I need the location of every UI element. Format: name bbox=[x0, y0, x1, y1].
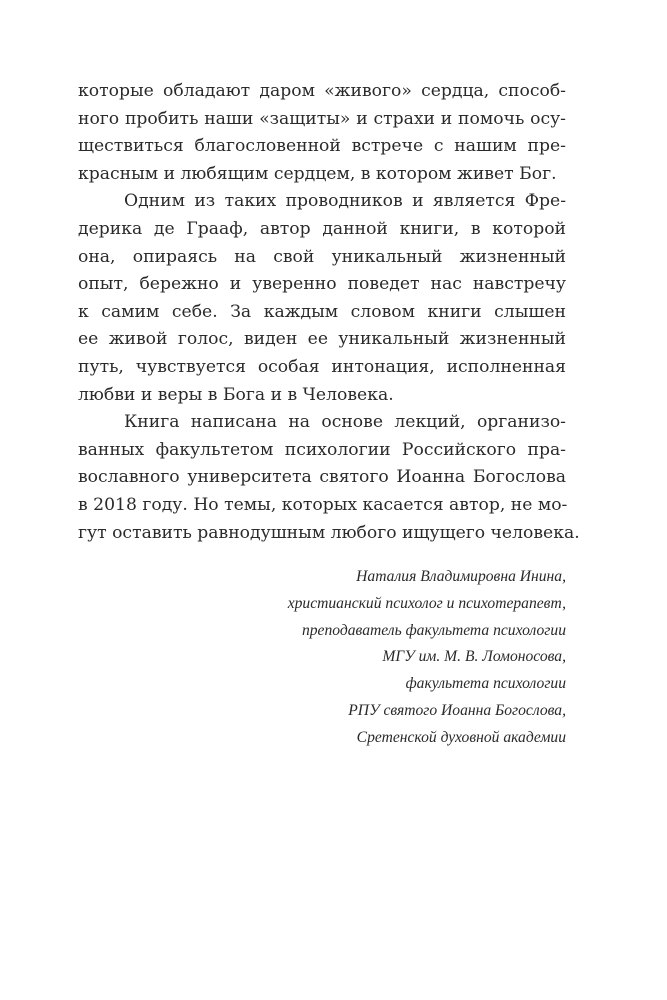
text-line: путь, чувствуется особая интонация, исполненная bbox=[78, 356, 566, 377]
signature-line: преподаватель факультета психологии bbox=[301, 621, 566, 639]
text-line: красным и любящим сердцем, в котором живет Бог. bbox=[78, 163, 557, 184]
signature-line: Наталия Владимировна Инина, bbox=[356, 568, 566, 585]
text-line: ществиться благословенной встрече с нашим пре- bbox=[78, 136, 566, 157]
signature-line: христианский психолог и психотерапевт, bbox=[287, 594, 566, 612]
text-line: она, опираясь на свой уникальный жизненный bbox=[78, 246, 566, 267]
signature-line: РПУ святого Иоанна Богослова, bbox=[348, 701, 566, 719]
text-line: Одним из таких проводников и является Фре- bbox=[124, 191, 566, 212]
signature-line: Сретенской духовной академии bbox=[356, 728, 566, 746]
text-line: в 2018 году. Но темы, которых касается автор, не мо- bbox=[78, 494, 568, 515]
text-line: любви и веры в Бога и в Человека. bbox=[78, 384, 394, 405]
text-line: Книга написана на основе лекций, организо- bbox=[124, 412, 566, 433]
text-line: ее живой голос, виден ее уникальный жизненный bbox=[78, 329, 566, 350]
author-signature bbox=[206, 564, 566, 752]
text-line: ванных факультетом психологии Российского пра- bbox=[78, 439, 566, 460]
body-text bbox=[78, 78, 580, 547]
text-line: вославного университета святого Иоанна Богослова bbox=[78, 467, 566, 488]
text-line: к самим себе. За каждым словом книги слышен bbox=[78, 301, 566, 322]
text-line: опыт, бережно и уверенно поведет нас навстречу bbox=[78, 274, 566, 295]
signature-line: МГУ им. М. В. Ломоносова, bbox=[382, 648, 566, 666]
text-line: дерика де Грааф, автор данной книги, в которой bbox=[78, 218, 566, 239]
text-line: гут оставить равнодушным любого ищущего человека. bbox=[78, 522, 580, 543]
signature-line: факультета психологии bbox=[405, 675, 566, 693]
text-line: которые обладают даром «живого» сердца, способ- bbox=[78, 81, 566, 101]
text-line: ного пробить наши «защиты» и страхи и помочь осу- bbox=[78, 108, 566, 129]
